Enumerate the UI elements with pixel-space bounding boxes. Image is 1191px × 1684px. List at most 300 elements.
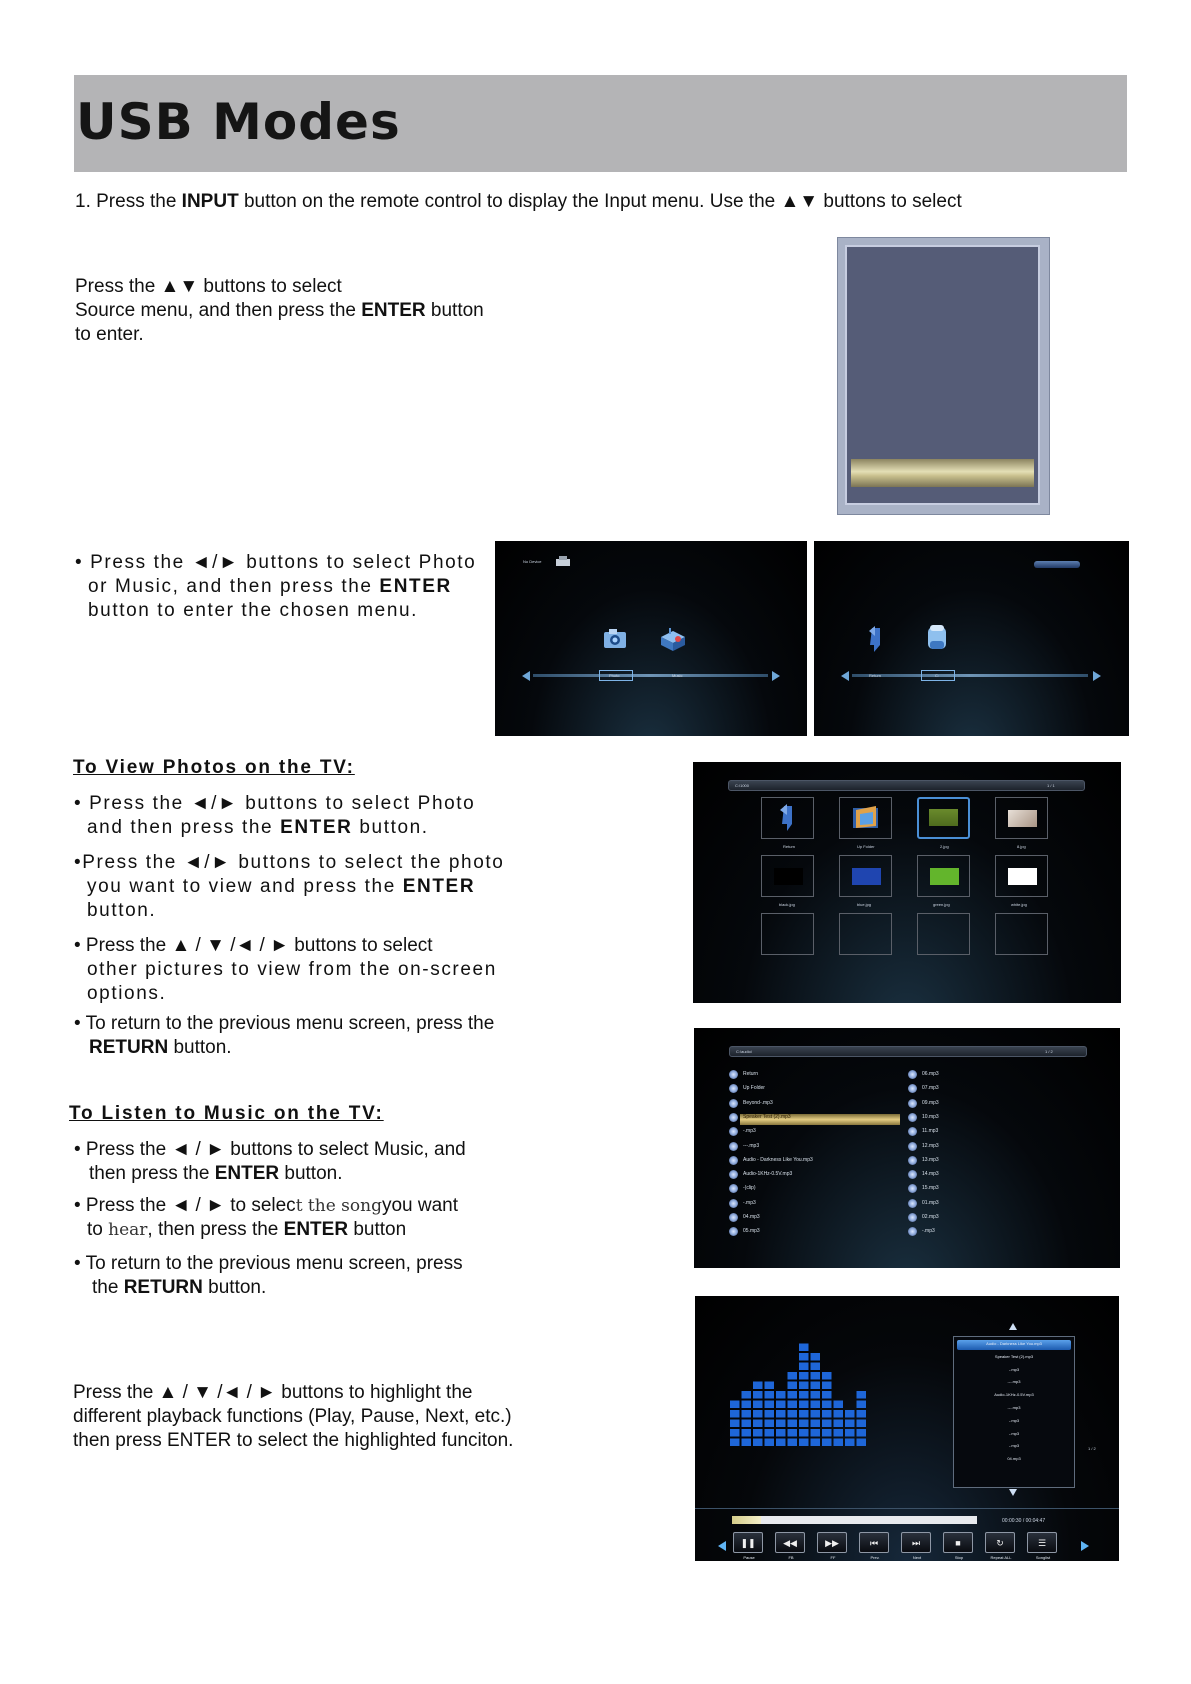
music-b1-line-2-bold: ENTER [214,1163,280,1184]
photos-b2-line-2-prefix: you want to view and press the [87,876,403,897]
equalizer-block [765,1410,775,1418]
photo-cell-empty [917,913,970,955]
music-item-label: 12.mp3 [922,1142,939,1149]
music-b1-line-2 [74,1162,594,1186]
photo-path: C:\1000 [735,783,750,788]
music-list-item[interactable] [908,1154,1068,1168]
music-file-icon [908,1156,917,1165]
player-button-prev[interactable] [859,1532,889,1553]
playlist-item[interactable]: -.mp3 [1008,1417,1020,1423]
music-item-label: 09.mp3 [922,1099,939,1106]
photo-cell-empty [839,913,892,955]
photo-browser-screen [693,762,1121,1003]
player-button-icon: ■ [955,1538,961,1548]
photos-b3-line-2: other pictures to view from the on-screen [87,959,497,980]
music-file-icon [729,1170,738,1179]
music-item-label: Audio - Darkness Like You.mp3 [743,1156,813,1163]
photo-cell-empty [761,913,814,955]
player-button-icon: ⏮ [869,1538,879,1548]
drive-slider-track [852,674,1088,677]
music-item-label: -.mp3 [743,1128,756,1135]
equalizer-block [776,1429,786,1437]
equalizer-block [753,1429,763,1437]
equalizer-block [822,1382,832,1390]
player-button-pause[interactable] [733,1532,763,1553]
equalizer-block [799,1353,809,1361]
music-list-item[interactable] [729,1111,889,1125]
equalizer-block [765,1382,775,1390]
left-arrow-icon[interactable] [841,671,849,681]
photo-thumbnail [774,868,803,885]
equalizer-block [742,1401,752,1409]
source-line-2 [75,299,535,323]
music-list-item[interactable] [729,1225,889,1239]
equalizer-block [799,1372,809,1380]
music-list-item[interactable] [908,1140,1068,1154]
photos-heading: To View Photos on the TV: [73,757,355,778]
music-path: C:\audio\ [736,1049,753,1054]
music-instructions [74,1138,594,1300]
photos-b4-line-2-suffix: button. [168,1037,232,1058]
music-list-item[interactable] [908,1125,1068,1139]
equalizer-block [811,1363,821,1371]
equalizer-block [811,1353,821,1361]
right-arrow-icon[interactable] [1093,671,1101,681]
music-b2-line-2-mono: hear [108,1220,148,1240]
music-b2-line-1-prefix: • Press the ◄ / ► to selec [74,1195,296,1216]
equalizer-block [742,1410,752,1418]
source-menu-panel [837,237,1050,515]
equalizer-block [765,1420,775,1428]
playlist-item[interactable]: 04.mp3 [1007,1456,1021,1462]
equalizer-block [776,1420,786,1428]
music-item-label: 04.mp3 [743,1214,760,1220]
player-button-label: Songlist [1035,1555,1051,1560]
equalizer-block [811,1401,821,1409]
equalizer-block [799,1382,809,1390]
music-b3-line-2-prefix: the [92,1277,124,1298]
music-list-item[interactable] [729,1068,889,1082]
music-item-label: Speaker Test (2).mp3 [743,1113,791,1120]
equalizer-block [811,1439,821,1447]
music-icon[interactable] [658,625,688,653]
music-b1-line-1: • Press the ◄ / ► buttons to select Music, and [74,1139,466,1160]
music-file-icon [908,1199,917,1208]
music-item-label: 01.mp3 [922,1199,939,1206]
photo-cell-green[interactable] [917,855,970,897]
equalizer-block [822,1439,832,1447]
player-button-ff[interactable] [817,1532,847,1553]
equalizer-block [788,1382,798,1390]
photos-b3-line-1: • Press the ▲ / ▼ /◄ / ► buttons to select [74,935,433,956]
photo-cell-white[interactable] [995,855,1048,897]
folder-icon [840,798,891,838]
player-button-icon: ⏭ [911,1538,921,1548]
playback-line-1: Press the ▲ / ▼ /◄ / ► buttons to highlight the [73,1382,473,1403]
music-list-item[interactable] [908,1211,1068,1225]
playlist-item[interactable]: -.mp3 [1008,1430,1020,1436]
playlist-item[interactable]: ---.mp3 [1007,1379,1021,1385]
photos-b4-line-1: • To return to the previous menu screen, press the [74,1013,495,1034]
music-list-item[interactable] [908,1197,1068,1211]
photo-cell-8jpg[interactable] [995,797,1048,839]
source-menu-highlight-bar[interactable] [851,459,1034,487]
equalizer-block [811,1391,821,1399]
music-heading: To Listen to Music on the TV: [69,1103,384,1124]
source-line-2-prefix: Source menu, and then press the [75,300,362,321]
photos-b4-line-2-bold: RETURN [89,1037,169,1058]
equalizer-block [753,1420,763,1428]
music-b2-line-1-mono: t the song [295,1196,382,1216]
music-file-icon [729,1099,738,1108]
photo-cell-black[interactable] [761,855,814,897]
music-list-item[interactable] [729,1082,889,1096]
player-button-label: FB [788,1555,794,1560]
step-1-prefix: 1. Press the [75,191,182,212]
mode-label-music: Music [672,673,683,678]
equalizer-block [742,1391,752,1399]
photo-cell-blue[interactable] [839,855,892,897]
music-file-icon [908,1142,917,1151]
equalizer-block [857,1439,867,1447]
playlist-item[interactable]: Audio - Darkness Like You.mp3 [986,1341,1042,1346]
step-1-bold: INPUT [181,191,239,212]
photo-thumbnail [1008,810,1037,827]
playlist-item[interactable]: -.mp3 [1008,1366,1020,1372]
photo-label: 2.jpg [940,844,949,849]
equalizer-block [730,1420,740,1428]
player-controls [733,1532,1073,1561]
photos-b2-line-1: •Press the ◄/► buttons to select the photo [74,852,505,873]
equalizer-block [822,1372,832,1380]
photo-cell-return[interactable] [761,797,814,839]
source-menu-inner [845,245,1040,505]
equalizer-block [765,1401,775,1409]
music-page-indicator: 1 / 2 [1045,1049,1053,1054]
playback-instructions [73,1381,633,1453]
player-button-icon: ❚❚ [740,1538,756,1548]
equalizer-block [799,1429,809,1437]
photos-b4-line-2 [74,1036,574,1060]
source-line-2-suffix: button [425,300,484,321]
mode-select-line-2-bold: ENTER [379,576,452,597]
player-button-icon: ↻ [996,1538,1004,1548]
music-item-label: -(clip) [743,1185,756,1192]
equalizer-block [799,1410,809,1418]
equalizer-block [857,1429,867,1437]
photo-label: Return [783,844,796,849]
right-arrow-icon[interactable] [772,671,780,681]
equalizer-block [730,1401,740,1409]
equalizer-block [834,1439,844,1447]
photo-label: blue.jpg [857,902,872,907]
photo-label: 8.jpg [1017,844,1026,849]
equalizer-block [788,1439,798,1447]
photo-thumbnail [929,809,958,826]
equalizer-block [742,1429,752,1437]
music-list-item[interactable] [908,1082,1068,1096]
player-divider [695,1508,1119,1509]
music-list-item[interactable] [908,1225,1068,1239]
music-browser-screen [694,1028,1120,1268]
music-b3-line-2-bold: RETURN [123,1277,203,1298]
equalizer-block [822,1410,832,1418]
equalizer-block [753,1439,763,1447]
music-path-bar [729,1046,1087,1057]
playlist-item[interactable]: ---.mp3 [1007,1405,1021,1410]
progress-track[interactable] [732,1516,977,1524]
music-b1-line-2-prefix: then press the [89,1163,215,1184]
step-1-text [75,190,1155,214]
left-arrow-icon[interactable] [522,671,530,681]
music-list-item[interactable] [729,1125,889,1139]
music-list-item[interactable] [908,1068,1068,1082]
photos-b1-line-2-suffix: button. [352,817,429,838]
equalizer-block [811,1382,821,1390]
equalizer-block [845,1439,855,1447]
photos-b1-line-2-prefix: and then press the [87,817,281,838]
mode-slider-track [533,674,768,677]
equalizer-block [799,1439,809,1447]
playback-time: 00:00:30 / 00:04:47 [1002,1518,1046,1524]
music-item-label: -.mp3 [743,1199,756,1206]
music-file-icon [908,1070,917,1079]
music-list-item[interactable] [908,1097,1068,1111]
photo-cell-empty [995,913,1048,955]
photo-thumbnail [1008,868,1037,885]
music-b2-line-2 [74,1218,594,1242]
photos-b1-line-1: • Press the ◄/► buttons to select Photo [74,793,476,814]
photo-path-bar [728,780,1085,791]
music-list-left [729,1068,899,1268]
equalizer-block [799,1344,809,1352]
top-status-bar [1034,561,1080,568]
equalizer-block [753,1410,763,1418]
equalizer-block [834,1401,844,1409]
music-item-label: 10.mp3 [922,1113,939,1120]
equalizer-block [845,1410,855,1418]
photo-label: white.jpg [1011,902,1027,907]
player-button-stop[interactable] [943,1532,973,1553]
music-file-icon [729,1084,738,1093]
equalizer-block [730,1429,740,1437]
page-header [74,75,1127,172]
music-file-icon [908,1213,917,1222]
music-list-item[interactable] [729,1182,889,1196]
equalizer-block [788,1401,798,1409]
equalizer-block [730,1439,740,1447]
music-item-label: Return [743,1071,759,1077]
return-icon[interactable] [864,625,886,655]
music-file-icon [729,1070,738,1079]
music-file-icon [729,1213,738,1222]
drive-label-return: Return [869,673,882,678]
music-b2-line-2-prefix: to [87,1219,109,1240]
photo-label: black.jpg [779,902,795,907]
playback-line-2: different playback functions (Play, Pause, Next, etc.) [73,1406,512,1427]
mode-select-instructions [75,551,495,623]
page-title: USB Modes [76,93,401,151]
music-item-label: -.mp3 [922,1228,935,1235]
playlist-panel [953,1336,1075,1488]
equalizer-block [811,1410,821,1418]
equalizer-block [834,1429,844,1437]
player-button-label: Next [912,1555,922,1560]
device-label: No Device [523,559,542,564]
mode-label-photo: Photo [609,673,620,678]
step-1-suffix: button on the remote control to display the Input menu. Use the ▲▼ buttons to select [238,191,962,212]
photo-label: green.jpg [933,902,950,907]
music-item-label: 07.mp3 [922,1085,939,1092]
equalizer-block [776,1439,786,1447]
equalizer-block [845,1429,855,1437]
mode-select-line-2 [75,575,495,599]
equalizer-block [811,1420,821,1428]
photos-instructions [74,792,574,1060]
equalizer-block [788,1391,798,1399]
music-file-icon [729,1227,738,1236]
music-b1-line-2-suffix: button. [279,1163,343,1184]
music-file-icon [908,1227,917,1236]
music-file-icon [729,1156,738,1165]
equalizer-block [799,1391,809,1399]
music-file-icon [729,1199,738,1208]
photos-b1-line-2-bold: ENTER [280,817,353,838]
source-line-1: Press the ▲▼ buttons to select [75,276,342,297]
music-item-label: 13.mp3 [922,1156,939,1163]
photo-cell-up-folder[interactable] [839,797,892,839]
photo-cell-2jpg[interactable] [917,797,970,839]
photos-b2-line-3: button. [87,900,157,921]
player-button-label: Stop [954,1555,964,1560]
playlist-items [960,1337,1068,1487]
source-line-3: to enter. [75,324,144,345]
music-list-item[interactable] [908,1111,1068,1125]
music-file-icon [908,1184,917,1193]
music-list-item[interactable] [729,1168,889,1182]
playlist-up-arrow-icon[interactable] [1009,1323,1017,1330]
playlist-item[interactable]: -.mp3 [1008,1443,1020,1449]
playlist-down-arrow-icon[interactable] [1009,1489,1017,1496]
player-right-arrow-icon[interactable] [1081,1541,1089,1551]
music-list-item[interactable] [729,1197,889,1211]
equalizer-block [742,1439,752,1447]
music-b2-line-1-suffix: you want [381,1195,459,1216]
equalizer-block [822,1401,832,1409]
source-instructions [75,275,535,347]
equalizer-block [811,1429,821,1437]
equalizer-block [834,1420,844,1428]
equalizer-block [788,1429,798,1437]
playlist-item[interactable]: Audio-1KHz-0.5V.mp3 [994,1392,1034,1398]
music-list-item[interactable] [908,1182,1068,1196]
music-list-item[interactable] [729,1154,889,1168]
player-button-label: Prev. [870,1555,880,1560]
return-icon [762,798,813,838]
music-file-icon [908,1113,917,1122]
photos-b2-line-2-bold: ENTER [402,876,476,897]
source-line-2-bold: ENTER [361,300,426,321]
music-item-label: ---.mp3 [743,1142,760,1149]
playlist-item[interactable]: Speaker Test (2).mp3 [994,1353,1034,1359]
equalizer-block [845,1420,855,1428]
progress-fill [732,1516,761,1524]
music-file-icon [908,1127,917,1136]
music-list-item[interactable] [908,1168,1068,1182]
music-file-icon [908,1170,917,1179]
equalizer-block [742,1420,752,1428]
player-button-icon: ▶▶ [825,1538,839,1548]
music-b2-line-2-bold: ENTER [283,1219,349,1240]
equalizer-block [776,1391,786,1399]
music-b2-line-1 [74,1194,594,1218]
photo-label: Up Folder [857,844,875,849]
music-file-icon [729,1184,738,1193]
music-list-right [908,1068,1078,1268]
photo-icon[interactable] [602,626,628,652]
drive-label-c: C: [935,673,939,678]
equalizer-block [765,1439,775,1447]
player-button-songlist[interactable] [1027,1532,1057,1553]
music-b2-line-2-mid: , then press the [147,1219,284,1240]
equalizer-block [822,1429,832,1437]
equalizer-block [753,1391,763,1399]
music-list-item[interactable] [729,1211,889,1225]
equalizer-block [776,1401,786,1409]
drive-icon[interactable] [926,623,948,653]
music-player-screen [695,1296,1119,1561]
player-button-next[interactable] [901,1532,931,1553]
player-button-label: Repeat ALL [990,1555,1012,1560]
music-item-label: Beyond-.mp3 [743,1099,773,1106]
music-item-label: 15.mp3 [922,1185,939,1192]
photo-thumbnail [930,868,959,885]
music-b3-line-1: • To return to the previous menu screen, press [74,1253,463,1274]
music-file-icon [908,1099,917,1108]
player-button-fb[interactable] [775,1532,805,1553]
music-list-item[interactable] [729,1097,889,1111]
equalizer-visual [730,1336,880,1456]
photo-thumbnail [852,868,881,885]
equalizer-block [753,1401,763,1409]
player-button-repeat-all[interactable] [985,1532,1015,1553]
music-list-item[interactable] [729,1140,889,1154]
equalizer-block [799,1401,809,1409]
mode-select-screen [495,541,807,736]
equalizer-block [857,1391,867,1399]
photos-b2-line-2 [74,875,574,899]
player-left-arrow-icon[interactable] [718,1541,726,1551]
music-item-label: 14.mp3 [922,1171,939,1178]
drive-select-screen [814,541,1129,736]
equalizer-block [765,1391,775,1399]
music-file-icon [729,1142,738,1151]
equalizer-block [799,1420,809,1428]
music-file-icon [729,1113,738,1122]
equalizer-block [776,1410,786,1418]
equalizer-block [765,1429,775,1437]
player-button-label: Pause [743,1555,755,1560]
music-file-icon [908,1084,917,1093]
music-item-label: 02.mp3 [922,1214,939,1220]
equalizer-block [822,1391,832,1399]
mode-select-line-2-prefix: or Music, and then press the [88,576,380,597]
equalizer-block [811,1372,821,1380]
music-item-label: 05.mp3 [743,1228,760,1235]
equalizer-block [753,1382,763,1390]
usb-device-icon [555,554,571,566]
equalizer-block [788,1410,798,1418]
